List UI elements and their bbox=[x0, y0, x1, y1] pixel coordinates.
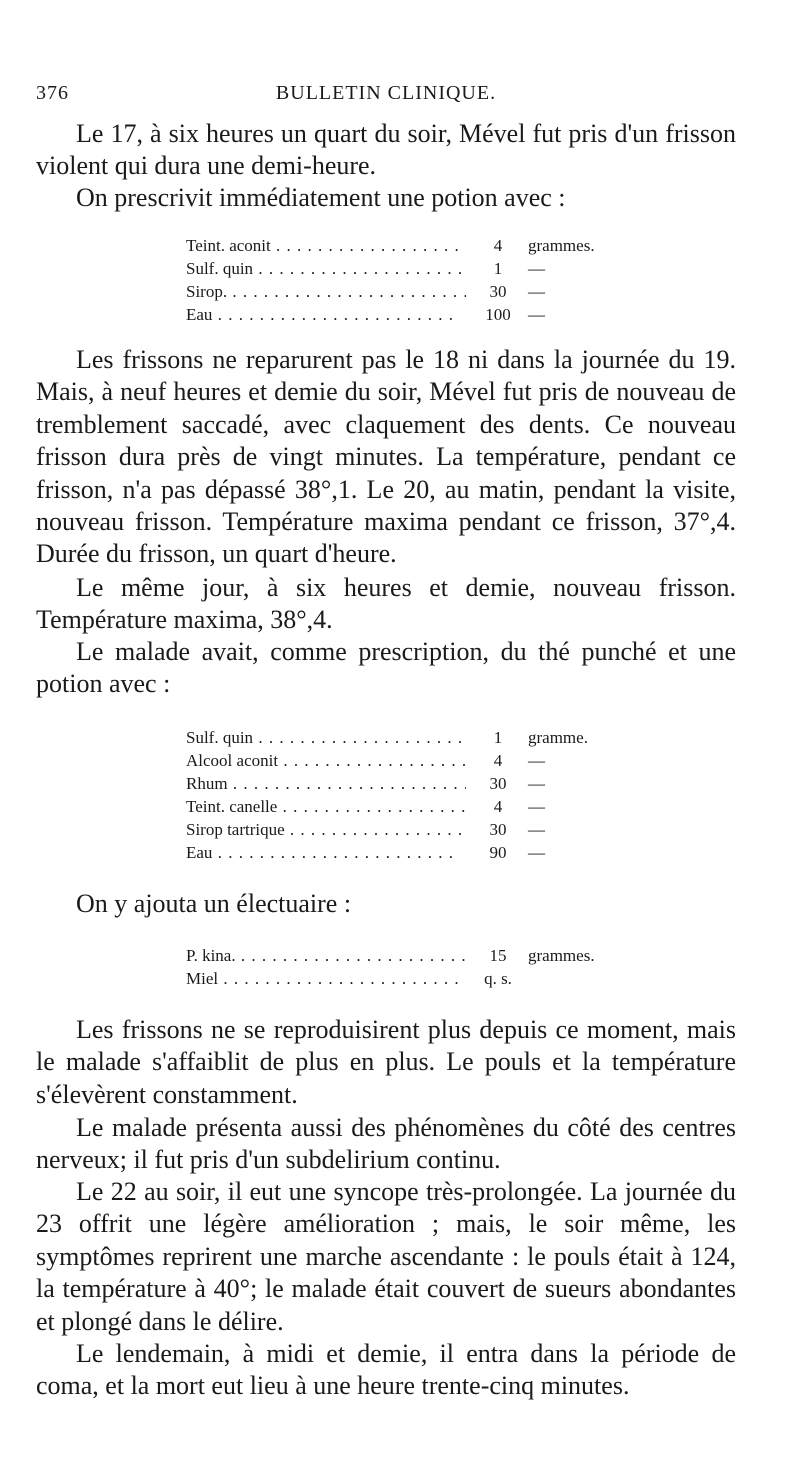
recipe-potion-1 bbox=[186, 234, 616, 326]
recipe-row bbox=[186, 257, 616, 280]
recipe-item: Rhum . . . bbox=[186, 774, 469, 793]
recipe-qty: 1 bbox=[478, 257, 518, 280]
recipe-row bbox=[186, 749, 616, 772]
paragraph-electuary: On y ajouta un électuaire : bbox=[76, 889, 352, 918]
paragraph-prescription-1: On prescrivit immédiatement une potion avec : bbox=[76, 183, 566, 212]
recipe-unit: — bbox=[524, 772, 545, 795]
paragraph-nervous: Le malade présenta aussi des phénomènes du côté des centres nerveux; il fut pris d'un subdelirium continu. bbox=[36, 1113, 736, 1175]
paragraph-prescription-2: Le malade avait, comme prescription, du thé punché et une potion avec : bbox=[36, 637, 736, 699]
recipe-row bbox=[186, 772, 616, 795]
recipe-qty: 30 bbox=[478, 772, 518, 795]
recipe-unit: — bbox=[524, 841, 545, 864]
recipe-unit: grammes. bbox=[524, 234, 595, 257]
recipe-qty: 90 bbox=[478, 841, 518, 864]
recipe-unit: — bbox=[524, 280, 545, 303]
recipe-row bbox=[186, 280, 616, 303]
paragraph-syncope: Le 22 au soir, il eut une syncope très-prolongée. La journée du 23 offrit une légère amélioration ; mais, le soir même, les symptômes reprirent une marche ascendante : le pouls était à 124, la température à 40°; le malade était couvert de sueurs abondantes et plongé dans le délire. bbox=[36, 1177, 736, 1336]
paragraph-chill-17: Le 17, à six heures un quart du soir, Mével fut pris d'un frisson violent qui dura une demi-heure. bbox=[36, 119, 736, 181]
recipe-item: Sirop tartrique . . . bbox=[186, 820, 526, 839]
recipe-row bbox=[186, 234, 616, 257]
recipe-row bbox=[186, 726, 616, 749]
recipe-unit: gramme. bbox=[524, 726, 588, 749]
running-head: BULLETIN CLINIQUE. bbox=[275, 82, 497, 104]
paragraph-weakening: Les frissons ne se reproduisirent plus depuis ce moment, mais le malade s'affaiblit de plus en plus. Le pouls et la température s'élevèrent constamment. bbox=[36, 1015, 736, 1109]
recipe-potion-2 bbox=[186, 726, 616, 864]
recipe-unit: — bbox=[524, 795, 545, 818]
recipe-unit: — bbox=[524, 257, 545, 280]
recipe-qty: 4 bbox=[478, 234, 518, 257]
recipe-unit: — bbox=[524, 303, 545, 326]
page-number: 376 bbox=[36, 82, 69, 104]
recipe-item: Eau . . . bbox=[186, 843, 454, 862]
recipe-row bbox=[186, 967, 616, 990]
page-header bbox=[36, 82, 736, 112]
recipe-unit: — bbox=[524, 818, 545, 841]
recipe-row bbox=[186, 841, 616, 864]
recipe-qty: 100 bbox=[478, 303, 518, 326]
recipe-qty: 30 bbox=[478, 818, 518, 841]
recipe-qty: 1 bbox=[478, 726, 518, 749]
paragraph-same-day: Le même jour, à six heures et demie, nouveau frisson. Température maxima, 38°,4. bbox=[36, 573, 736, 635]
recipe-electuary bbox=[186, 944, 616, 990]
recipe-qty: q. s. bbox=[478, 967, 518, 990]
recipe-item: Sirop. . . . bbox=[186, 282, 469, 301]
paragraph-chills-18-20: Les frissons ne reparurent pas le 18 ni dans la journée du 19. Mais, à neuf heures et demie du soir, Mével fut pris de nouveau de tremblement saccadé, avec claquement des dents. Ce nouveau frisson dura près de vingt minutes. La température, pendant ce frisson, n'a pas dépassé 38°,1. Le 20, au matin, pendant la visite, nouveau frisson. Température maxima pendant ce frisson, 37°,4. Durée du frisson, un quart d'heure. bbox=[36, 345, 736, 569]
paragraph-death: Le lendemain, à midi et demie, il entra dans la période de coma, et la mort eut lieu à une heure trente-cinq minutes. bbox=[36, 1339, 736, 1401]
recipe-row bbox=[186, 303, 616, 326]
recipe-item: Alcool aconit . . . bbox=[186, 751, 520, 770]
recipe-item: Sulf. quin . . . bbox=[186, 728, 495, 747]
recipe-qty: 4 bbox=[478, 795, 518, 818]
recipe-item: Teint. canelle . . . bbox=[186, 797, 519, 816]
recipe-unit: — bbox=[524, 749, 545, 772]
recipe-qty: 30 bbox=[478, 280, 518, 303]
recipe-row bbox=[186, 818, 616, 841]
recipe-item: Eau . . . bbox=[186, 305, 454, 324]
recipe-unit: grammes. bbox=[524, 944, 595, 967]
recipe-item: Teint. aconit . . . bbox=[186, 236, 512, 255]
recipe-item: Miel . . . bbox=[186, 969, 460, 988]
recipe-qty: 15 bbox=[478, 944, 518, 967]
recipe-qty: 4 bbox=[478, 749, 518, 772]
recipe-row bbox=[186, 944, 616, 967]
recipe-item: P. kina. . . . bbox=[186, 946, 477, 965]
recipe-item: Sulf. quin . . . bbox=[186, 259, 495, 278]
recipe-row bbox=[186, 795, 616, 818]
